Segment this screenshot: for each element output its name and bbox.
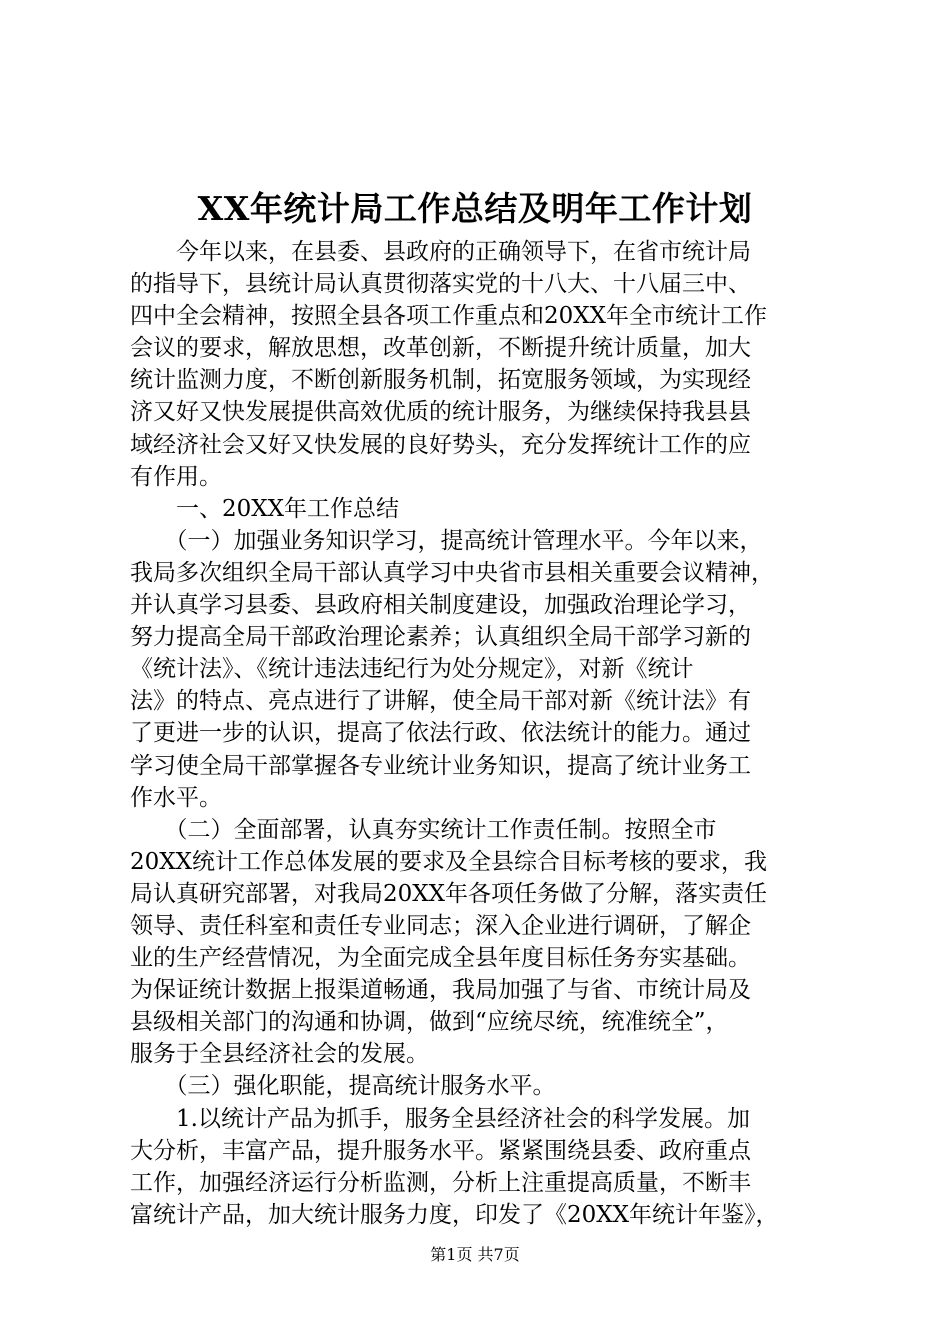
text-line: 局认真研究部署，对我局20XX年各项任务做了分解，落实责任 <box>130 880 768 907</box>
text-line: 工作，加强经济运行分析监测，分析上注重提高质量，不断丰 <box>130 1169 751 1196</box>
text-line: 为保证统计数据上报渠道畅通，我局加强了与省、市统计局及 <box>130 977 751 1004</box>
text-line: 学习使全局干部掌握各专业统计业务知识，提高了统计业务工 <box>130 752 751 779</box>
text-line: 一、20XX年工作总结 <box>130 495 400 522</box>
text-line: 统计监测力度，不断创新服务机制，拓宽服务领域，为实现经 <box>130 367 751 394</box>
text-line: （二）全面部署，认真夯实统计工作责任制。按照全市 <box>130 816 717 843</box>
text-line: 济又好又快发展提供高效优质的统计服务，为继续保持我县县 <box>130 399 751 426</box>
text-line: 努力提高全局干部政治理论素养；认真组织全局干部学习新的 <box>130 624 751 651</box>
text-line: 业的生产经营情况，为全面完成全县年度目标任务夯实基础。 <box>130 945 751 972</box>
text-line: 有作用。 <box>130 463 222 490</box>
text-line: 服务于全县经济社会的发展。 <box>130 1041 429 1068</box>
text-line: 法》的特点、亮点进行了讲解，使全局干部对新《统计法》有 <box>130 688 751 715</box>
text-line: 四中全会精神，按照全县各项工作重点和20XX年全市统计工作 <box>130 303 768 330</box>
text-line: 大分析，丰富产品，提升服务水平。紧紧围绕县委、政府重点 <box>130 1137 751 1164</box>
text-line: 富统计产品，加大统计服务力度，印发了《20XX年统计年鉴》， <box>130 1201 779 1228</box>
document-title: XX年统计局工作总结及明年工作计划 <box>197 189 753 228</box>
text-line: 20XX统计工作总体发展的要求及全县综合目标考核的要求，我 <box>130 848 768 875</box>
text-line: 1.以统计产品为抓手，服务全县经济社会的科学发展。加 <box>130 1105 750 1132</box>
text-line: 作水平。 <box>130 784 222 811</box>
text-line: 域经济社会又好又快发展的良好势头，充分发挥统计工作的应 <box>130 431 751 458</box>
text-line: 我局多次组织全局干部认真学习中央省市县相关重要会议精神， <box>130 559 774 586</box>
text-line: 今年以来，在县委、县政府的正确领导下，在省市统计局 <box>130 239 751 265</box>
document-body <box>130 236 834 1231</box>
page-footer: 第1页 共7页 <box>430 1245 520 1264</box>
text-line: （三）强化职能，提高统计服务水平。 <box>130 1073 556 1100</box>
text-line: 《统计法》、《统计违法违纪行为处分规定》，对新《统计 <box>130 656 694 683</box>
text-line: 县级相关部门的沟通和协调，做到“应统尽统，统准统全”， <box>130 1009 729 1036</box>
text-line: 会议的要求，解放思想，改革创新，不断提升统计质量，加大 <box>130 335 751 362</box>
text-line: （一）加强业务知识学习，提高统计管理水平。今年以来， <box>130 527 763 554</box>
text-line: 的指导下，县统计局认真贯彻落实党的十八大、十八届三中、 <box>130 271 751 298</box>
text-line: 了更进一步的认识，提高了依法行政、依法统计的能力。通过 <box>130 720 751 747</box>
text-line: 领导、责任科室和责任专业同志；深入企业进行调研，了解企 <box>130 912 751 939</box>
text-line: 并认真学习县委、县政府相关制度建设，加强政治理论学习， <box>130 592 751 619</box>
